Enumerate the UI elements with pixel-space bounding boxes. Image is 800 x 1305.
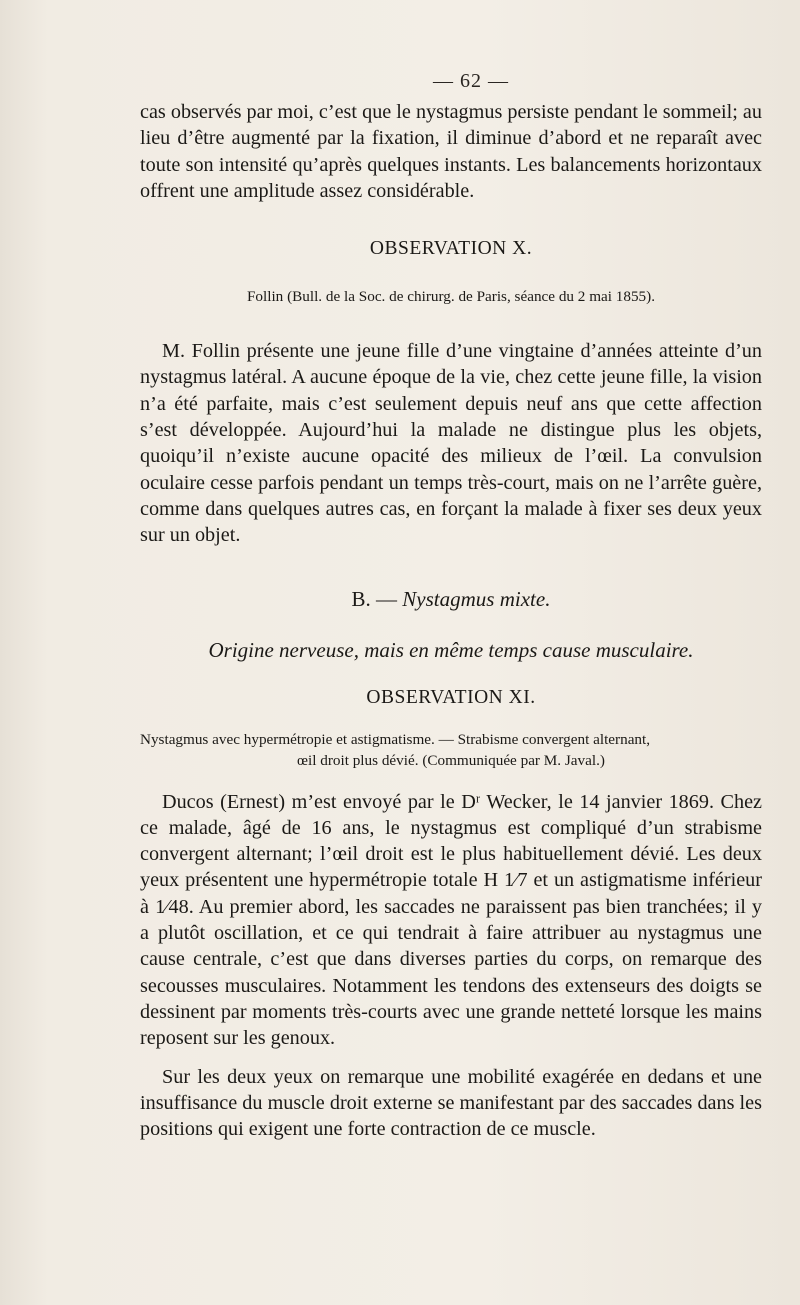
paragraph-ducos: Ducos (Ernest) m’est envoyé par le Dʳ Wecker, le 14 janvier 1869. Chez ce malade, âgé de 16 ans, le nystagmus est compliqué d’un strabisme convergent alternant; l’œil droit est le plus habituellement dévié. Les deux yeux présentent une hypermétropie totale H 1⁄7 et un astigmatisme inférieur à 1⁄48. Au premier abord, les saccades ne paraissent pas bien tranchées; il y a plutôt oscillation, et ce qui tendrait à faire attribuer au nystagmus une cause centrale, c’est que dans diverses parties du corps, on remarque des secousses musculaires. Notamment les tendons des extenseurs des doigts se dessinent par moments très-courts avec une grande netteté lorsque les mains reposent sur les genoux. bbox=[140, 790, 762, 1050]
section-heading bbox=[140, 587, 762, 612]
section-letter: B. — bbox=[351, 586, 398, 611]
paragraph-muscle: Sur les deux yeux on remarque une mobilité exagérée en dedans et une insuffisance du muscle droit externe se manifestant par des saccades dans les positions qui exigent une forte contraction de ce muscle. bbox=[140, 1065, 762, 1141]
paragraph-continued: cas observés par moi, c’est que le nystagmus persiste pendant le sommeil; au lieu d’être augmenté par la fixation, il diminue d’abord et ne reparaît avec toute son intensité qu’après quelques instants. Les balancements horizontaux offrent une amplitude assez considérable. bbox=[140, 101, 762, 202]
observation-xi-title: OBSERVATION XI. bbox=[366, 686, 536, 708]
page-number: — 62 — bbox=[433, 70, 509, 92]
section-subtitle: Origine nerveuse, mais en même temps cause musculaire. bbox=[208, 637, 694, 662]
reference-line-1: Nystagmus avec hypermétropie et astigmatisme. — Strabisme convergent alternant, bbox=[140, 730, 651, 748]
observation-x-reference: Follin (Bull. de la Soc. de chirurg. de Paris, séance du 2 mai 1855). bbox=[246, 288, 655, 306]
reference-line-2: œil droit plus dévié. (Communiquée par M. Javal.) bbox=[297, 751, 605, 769]
observation-x-title: OBSERVATION X. bbox=[369, 238, 533, 260]
page-content bbox=[140, 70, 762, 1142]
section-title: Nystagmus mixte. bbox=[402, 586, 551, 611]
observation-xi-reference bbox=[140, 729, 762, 771]
paragraph-follin: M. Follin présente une jeune fille d’une vingtaine d’années atteinte d’un nystagmus latéral. A aucune époque de la vie, chez cette jeune fille, la vision n’a été parfaite, mais c’est seulement depuis neuf ans que cette affection s’est développée. Aujourd’hui la malade ne distingue plus les objets, quoiqu’il n’existe aucune opacité des milieux de l’œil. La convulsion oculaire cesse parfois pendant un temps très-court, mais on ne l’arrête guère, comme dans quelques autres cas, en forçant la malade à fixer ses deux yeux sur un objet. bbox=[140, 340, 762, 547]
